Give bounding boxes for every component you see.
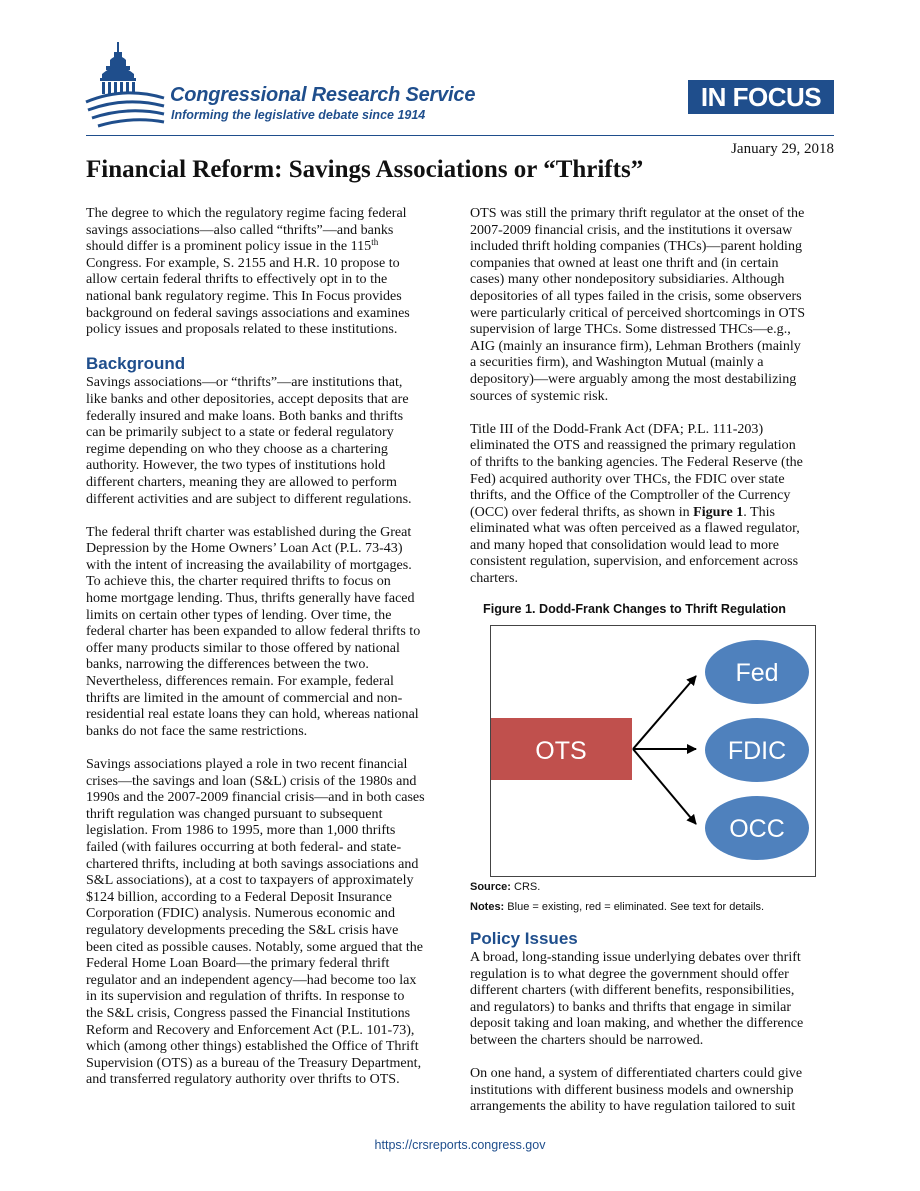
- text-line: depositories of all types failed in the crisis, some observers: [470, 287, 802, 304]
- policy-section: [470, 929, 830, 1132]
- text-line: policy issues and proposals related to these institutions.: [86, 321, 398, 338]
- text-line: regulatory developments preceding the S&L crisis have: [86, 921, 399, 938]
- text-line: eliminated the OTS and reassigned the primary regulation: [470, 437, 796, 454]
- superscript: th: [371, 237, 379, 248]
- figure-caption: Figure 1. Dodd-Frank Changes to Thrift Regulation: [483, 602, 786, 616]
- background-paragraph-2: [86, 524, 450, 740]
- background-paragraph-1: [86, 374, 450, 507]
- text-line: a securities firm), and Washington Mutual (mainly a: [470, 354, 764, 371]
- policy-paragraph-2: [470, 1065, 830, 1115]
- text-line: between the charters should be narrowed.: [470, 1031, 704, 1048]
- text-line: federally insured and make loans. Both banks and thrifts: [86, 407, 404, 424]
- figure-svg: [491, 626, 815, 876]
- footer-url[interactable]: https://crsreports.congress.gov: [374, 1138, 546, 1152]
- occ-label: OCC: [729, 815, 785, 843]
- text-line: limits on certain other types of lending. Over time, the: [86, 606, 392, 623]
- text-line: consistent regulation, supervision, and enforcement across: [470, 553, 799, 570]
- text-line: crises—the savings and loan (S&L) crisis of the 1980s and: [86, 772, 417, 789]
- text-line: thrift regulation was changed pursuant to subsequent: [86, 805, 383, 822]
- text-line: background on federal savings associations and examines: [86, 304, 410, 321]
- text-line: authority. However, the two types of institutions hold: [86, 457, 386, 474]
- text-line: in its supervision and regulation of thrifts. In response to: [86, 988, 405, 1005]
- text-line: different charters, meaning they are allowed to perform: [86, 473, 397, 490]
- in-focus-badge: IN FOCUS: [688, 80, 834, 114]
- arrow-to-occ: [633, 749, 696, 824]
- text-line: 2007-2009 financial crisis, and the institutions it oversaw: [470, 221, 793, 238]
- text-line: depository)—were arguably among the most destabilizing: [470, 370, 797, 387]
- text-line: national bank regulatory regime. This In Focus provides: [86, 287, 402, 304]
- figure-reference: Figure 1: [693, 503, 744, 520]
- text-line: regulation is to what degree the government should offer: [470, 965, 789, 982]
- organization-name: Congressional Research Service: [170, 84, 476, 106]
- background-heading: Background: [86, 354, 186, 374]
- text-line: failed (with failures occurring at both federal- and state-: [86, 838, 402, 855]
- text-line: companies that owned at least one thrift and (in certain: [470, 254, 779, 271]
- text-line: A broad, long-standing issue underlying debates over thrift: [470, 949, 801, 965]
- text-line: different activities and are subject to different regulations.: [86, 490, 412, 507]
- text-line: regime depending on who they choose as a chartering: [86, 440, 388, 457]
- notes-text: Blue = existing, red = eliminated. See text for details.: [507, 901, 765, 913]
- dodd-frank-paragraph: [470, 421, 830, 587]
- text-line: residential real estate loans they can hold, whereas national: [86, 706, 419, 723]
- figure-source: [470, 881, 540, 893]
- text-line: Savings associations—or “thrifts”—are institutions that,: [86, 374, 403, 391]
- text-line: institutions with different business models and ownership: [470, 1081, 794, 1098]
- text-line: Nevertheless, differences remain. For example, federal: [86, 673, 394, 690]
- text-line: OTS was still the primary thrift regulator at the onset of the: [470, 205, 805, 221]
- figure-1-diagram: [490, 625, 816, 877]
- figure-notes: [470, 901, 764, 913]
- page-title: Financial Reform: Savings Associations or “Thrifts”: [86, 156, 644, 183]
- text-line: Congress. For example, S. 2155 and H.R. 10 propose to: [86, 254, 400, 271]
- right-column: [470, 205, 830, 603]
- crisis-paragraph: [470, 205, 830, 404]
- text-line: and regulators) to banks and thrifts that engage in similar: [470, 998, 792, 1015]
- text-line: included thrift holding companies (THCs)—parent holding: [470, 238, 802, 255]
- text-fragment: (OCC) over federal thrifts, as shown in: [470, 503, 690, 520]
- text-line: [470, 504, 830, 521]
- text-line: S&L associations), at a cost to taxpayers of approximately: [86, 872, 414, 889]
- policy-paragraph-1: [470, 949, 830, 1049]
- text-line: and transferred regulatory authority over thrifts to OTS.: [86, 1071, 400, 1088]
- text-line: like banks and other depositories, accept deposits that are: [86, 390, 409, 407]
- text-line: charters.: [470, 570, 518, 587]
- text-line: with the intent of increasing the availability of mortgages.: [86, 556, 412, 573]
- text-line: chartered thrifts, including at both savings associations and: [86, 855, 419, 872]
- text-line: arrangements the ability to have regulation tailored to suit: [470, 1098, 796, 1115]
- text-line: been cited as possible causes. Notably, some argued that the: [86, 938, 424, 955]
- text-line: cases) many other nondepository subsidiaries. Although: [470, 271, 785, 288]
- text-fragment: . This: [743, 503, 775, 520]
- text-line: $124 billion, according to a Federal Deposit Insurance: [86, 888, 392, 905]
- text-line: home mortgage lending. Thus, thrifts generally have faced: [86, 590, 415, 607]
- text-fragment: should differ is a prominent policy issue in the 115: [86, 238, 372, 255]
- text-line: Federal Home Loan Board—the primary federal thrift: [86, 955, 390, 972]
- intro-paragraph: [86, 205, 450, 338]
- text-line: of thrifts to the banking agencies. The Federal Reserve (the: [470, 453, 803, 470]
- text-line: Title III of the Dodd-Frank Act (DFA; P.L. 111-203): [470, 420, 764, 437]
- text-line: Savings associations played a role in two recent financial: [86, 756, 408, 772]
- text-line: supervision of large THCs. Some distressed THCs—e.g.,: [470, 321, 791, 338]
- organization-tagline: Informing the legislative debate since 1914: [171, 108, 426, 122]
- text-line: allow certain federal thrifts to effectively opt in to the: [86, 271, 388, 288]
- text-line: Supervision (OTS) as a bureau of the Treasury Department,: [86, 1054, 422, 1071]
- text-line: federal charter has been expanded to allow federal thrifts to: [86, 623, 421, 640]
- background-paragraph-3: [86, 756, 450, 1088]
- left-column: [86, 205, 450, 1104]
- ots-label: OTS: [535, 737, 587, 765]
- text-line: The degree to which the regulatory regime facing federal: [86, 205, 407, 221]
- notes-label: Notes:: [470, 901, 505, 913]
- text-line: banks, narrowing the differences between the two.: [86, 656, 369, 673]
- text-line: thrifts, and the Office of the Comptroller of the Currency: [470, 487, 791, 504]
- source-text: CRS.: [514, 881, 541, 893]
- text-line: thrifts are limited in the amount of commercial and non-: [86, 689, 403, 706]
- text-line: To achieve this, the charter required thrifts to focus on: [86, 573, 391, 590]
- text-line: legislation. From 1986 to 1995, more than 1,000 thrifts: [86, 822, 396, 839]
- text-line: which (among other things) established the Office of Thrift: [86, 1038, 419, 1055]
- text-line: and many hoped that consolidation would lead to more: [470, 536, 779, 553]
- text-line: banks do not face the same restrictions.: [86, 722, 308, 739]
- text-line: eliminated what was often perceived as a flawed regulator,: [470, 520, 800, 537]
- text-line: 1990s and the 2007-2009 financial crisis—and in both cases: [86, 789, 425, 806]
- text-line: Reform and Recovery and Enforcement Act (P.L. 101-73),: [86, 1021, 415, 1038]
- text-line: Corporation (FDIC) analysis. Numerous economic and: [86, 905, 395, 922]
- text-line: regulator and an independent agency—had become too lax: [86, 971, 417, 988]
- publication-date: January 29, 2018: [731, 141, 834, 157]
- header-divider: [86, 135, 834, 136]
- text-line: [86, 238, 450, 255]
- fdic-label: FDIC: [727, 737, 787, 765]
- policy-issues-heading: Policy Issues: [470, 929, 578, 948]
- capitol-dome-logo: [84, 40, 166, 130]
- text-line: On one hand, a system of differentiated charters could give: [470, 1065, 803, 1082]
- text-line: savings associations—also called “thrifts”—and banks: [86, 221, 394, 238]
- text-line: offer many products similar to those offered by national: [86, 639, 400, 656]
- source-label: Source:: [470, 881, 511, 893]
- arrow-to-fed: [633, 676, 696, 749]
- text-line: the S&L crisis, Congress passed the Financial Institutions: [86, 1004, 411, 1021]
- text-line: AIG (mainly an insurance firm), Lehman Brothers (mainly: [470, 337, 801, 354]
- text-line: sources of systemic risk.: [470, 387, 609, 404]
- text-line: The federal thrift charter was established during the Great: [86, 523, 412, 540]
- text-line: can be primarily subject to a state or federal regulatory: [86, 424, 394, 441]
- text-line: Depression by the Home Owners’ Loan Act (P.L. 73-43): [86, 540, 403, 557]
- text-line: deposit taking and loan making, and whether the difference: [470, 1015, 804, 1032]
- fed-label: Fed: [735, 659, 779, 687]
- text-line: were particularly critical of perceived shortcomings in OTS: [470, 304, 806, 321]
- text-line: different charters (with different benefits, responsibilities,: [470, 982, 795, 999]
- text-line: Fed) acquired authority over THCs, the FDIC over state: [470, 470, 785, 487]
